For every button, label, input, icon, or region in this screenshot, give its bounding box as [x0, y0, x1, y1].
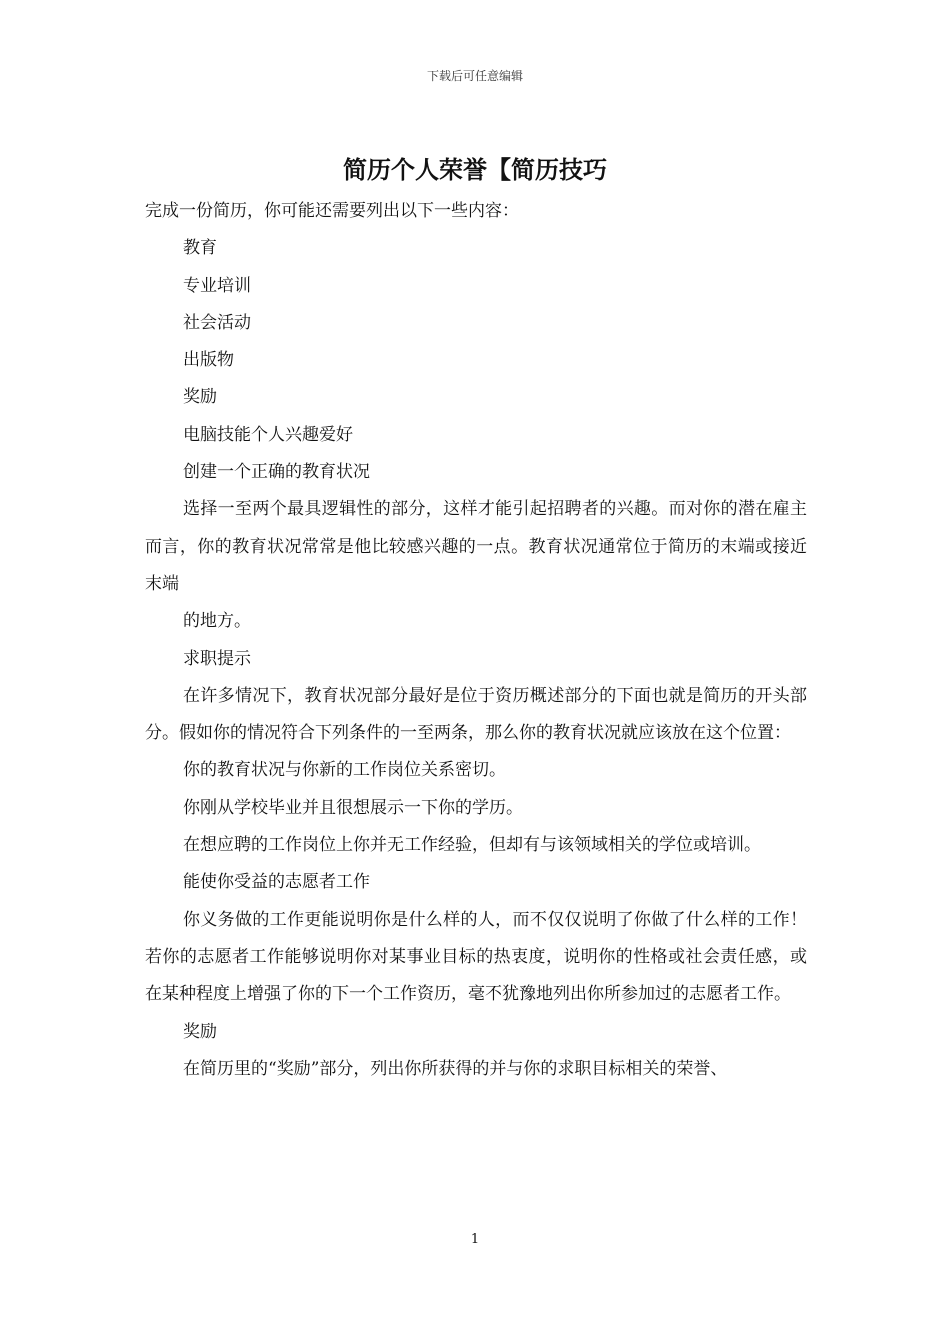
- document-title: 简历个人荣誉【简历技巧: [343, 155, 607, 184]
- paragraph: 出版物: [183, 350, 234, 371]
- document-body: [145, 193, 807, 1088]
- paragraph: 在简历里的“奖励”部分，列出你所获得的并与你的求职目标相关的荣誉、: [183, 1058, 728, 1079]
- page-header: 下载后可任意编辑: [426, 69, 523, 83]
- paragraph: 社会活动: [183, 312, 251, 333]
- paragraph: 专业培训: [183, 275, 251, 296]
- paragraph: 在许多情况下，教育状况部分最好是位于资历概述部分的下面也就是简历的开头部分。假如你的情况符合下列条件的一至两条，那么你的教育状况就应该放在这个位置：: [145, 685, 807, 744]
- paragraph: 求职提示: [183, 648, 251, 669]
- page-number: 1: [470, 1232, 480, 1247]
- paragraph: 完成一份简历，你可能还需要列出以下一些内容：: [145, 201, 519, 221]
- paragraph: 教育: [183, 238, 217, 259]
- paragraph: 在想应聘的工作岗位上你并无工作经验，但却有与该领域相关的学位或培训。: [183, 835, 761, 856]
- paragraph: 电脑技能个人兴趣爱好: [183, 424, 353, 445]
- paragraph: 的地方。: [183, 611, 251, 632]
- paragraph: 创建一个正确的教育状况: [183, 462, 370, 483]
- paragraph: 你义务做的工作更能说明你是什么样的人，而不仅仅说明了你做了什么样的工作！若你的志愿者工作能够说明你对某事业目标的热衷度，说明你的性格或社会责任感，或在某种程度上增强了你的下一个工作资历，毫不犹豫地列出你所参加过的志愿者工作。: [145, 909, 807, 1005]
- paragraph: 能使你受益的志愿者工作: [183, 872, 370, 893]
- paragraph: 你的教育状况与你新的工作岗位关系密切。: [183, 760, 506, 781]
- paragraph: 奖励: [183, 387, 217, 408]
- paragraph: 你刚从学校毕业并且很想展示一下你的学历。: [183, 797, 523, 818]
- paragraph: 奖励: [183, 1021, 217, 1042]
- paragraph: 选择一至两个最具逻辑性的部分，这样才能引起招聘者的兴趣。而对你的潜在雇主而言，你的教育状况常常是他比较感兴趣的一点。教育状况通常位于简历的末端或接近末端: [145, 499, 807, 594]
